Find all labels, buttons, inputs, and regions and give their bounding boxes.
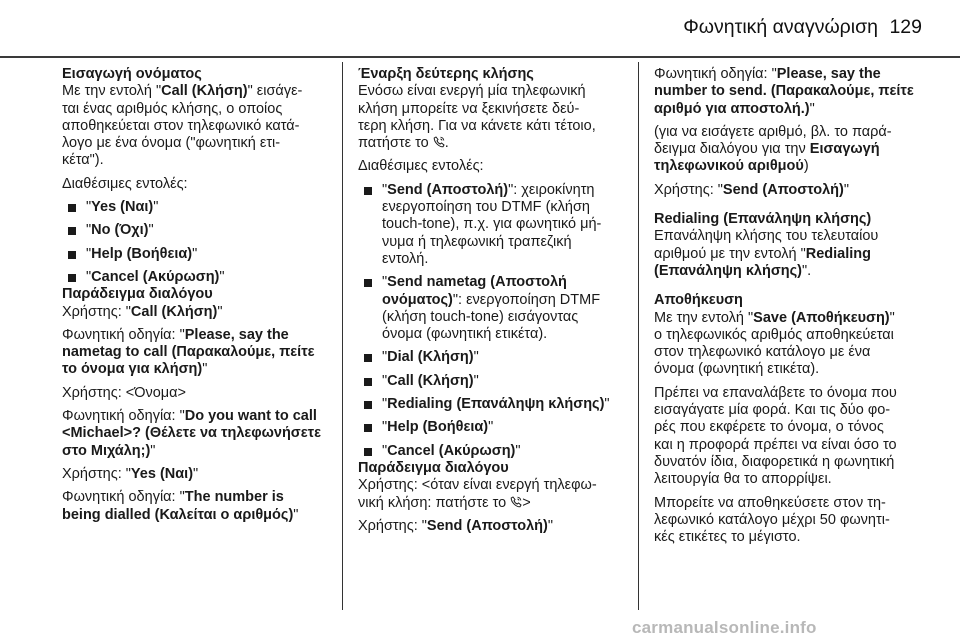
heading-name-entry: Εισαγωγή ονόματος [62,66,202,82]
paragraph: Πρέπει να επαναλάβετε το όνομα που εισαγάγατε μία φορά. Και τις δύο φο- ρές που εκφέρετε το όνομα, ο τόνος και η προφορά πρέπει να είναι όσο το δυνατόν ίδια, διαφορετικά η φωνητική λειτουργία θα το απορρίψει. [654,384,897,488]
list-item: "Help (Βοήθεια)" [62,246,330,263]
heading-save: Αποθήκευση [654,292,743,309]
page-header [0,0,960,56]
list-item: "Cancel (Ακύρωση)" [62,269,330,286]
list-item: "Dial (Κλήση)" [358,349,630,366]
dialog-line: Χρήστης: <Όνομα> [62,384,186,401]
column-3 [654,66,926,552]
dialog-line: Φωνητική οδηγία: "Please, say the nametag to call (Παρακαλούμε, πείτε το όνομα για κλήση)" [62,326,315,378]
column-2 [358,66,630,541]
paragraph: Ενόσω είναι ενεργή μία τηλεφωνική κλήση μπορείτε να ξεκινήσετε δεύ- τερη κλήση. Για να κάνετε κάτι τέτοιο, πατήστε το . [358,83,596,152]
heading-dialog-example: Παράδειγμα διαλόγου [62,286,213,303]
paragraph: Διαθέσιμες εντολές: [358,158,484,175]
command-list [358,182,630,460]
dialog-line: Φωνητική οδηγία: "Please, say the number to send. (Παρακαλούμε, πείτε αριθμό για αποστολή.)" [654,66,914,117]
list-item: "Redialing (Επανάληψη κλήσης)" [358,396,630,413]
heading-dialog-example: Παράδειγμα διαλόγου [358,459,509,476]
dialog-line: Χρήστης: "Send (Αποστολή)" [358,517,554,534]
paragraph: Μπορείτε να αποθηκεύσετε στον τη- λεφωνικό κατάλογο μέχρι 50 φωνητι- κές ετικέτες το μέγιστο. [654,494,890,546]
list-item: "Send nametag (Αποστολή ονόματος)": ενεργοποίηση DTMF (κλήση touch-tone) εισάγοντας όνομα (φωνητική ετικέτα). [358,274,630,343]
dialog-line: Χρήστης: "Call (Κλήση)" [62,303,223,320]
phone-call-icon [433,136,445,148]
paragraph: Με την εντολή "Save (Αποθήκευση)" ο τηλεφωνικός αριθμός αποθηκεύεται στον τηλεφωνικό κατάλογο με ένα όνομα (φωνητική ετικέτα). [654,309,895,378]
command-list [62,199,330,286]
page-title: Φωνητική αναγνώριση [683,16,878,38]
list-item: "Help (Βοήθεια)" [358,419,630,436]
heading-redialing: Redialing (Επανάληψη κλήσης) [654,211,872,228]
column-divider [638,62,639,610]
list-item: "Yes (Ναι)" [62,199,330,216]
dialog-line: Χρήστης: "Yes (Ναι)" [62,465,199,482]
paragraph: Με την εντολή "Call (Κλήση)" εισάγε- ται ένας αριθμός κλήσης, ο οποίος αποθηκεύεται στον τηλεφωνικό κατά- λογο με ένα όνομα ("φωνητική ετι- κέτα"). [62,83,303,169]
page-number: 129 [889,16,922,38]
dialog-line: Φωνητική οδηγία: "The number is being dialled (Καλείται ο αριθμός)" [62,489,299,523]
dialog-line: Χρήστης: <όταν είναι ενεργή τηλεφω- νική κλήση: πατήστε το > [358,477,597,511]
dialog-line: Χρήστης: "Send (Αποστολή)" [654,181,850,198]
heading-second-call: Έναρξη δεύτερης κλήσης [358,66,534,82]
dialog-line: Φωνητική οδηγία: "Do you want to call <Michael>? (Θέλετε να τηλεφωνήσετε στο Μιχάλη;)" [62,408,321,459]
list-item: "Send (Αποστολή)": χειροκίνητη ενεργοποίηση του DTMF (κλήση touch-tone), π.χ. για φωνητικό μή- νυμα ή τηλεφωνική τραπεζική εντολή. [358,182,630,268]
list-item: "Cancel (Ακύρωση)" [358,443,630,460]
header-rule [0,56,960,58]
paragraph: (για να εισάγετε αριθμό, βλ. το παρά- δειγμα διαλόγου για την Εισαγωγή τηλεφωνικού αριθμού) [654,123,892,175]
paragraph: Διαθέσιμες εντολές: [62,175,188,192]
phone-call-icon [510,496,522,508]
paragraph: Επανάληψη κλήσης του τελευταίου αριθμού με την εντολή "Redialing (Επανάληψη κλήσης)". [654,228,879,279]
list-item: "No (Όχι)" [62,222,330,239]
column-divider [342,62,343,610]
watermark-text: carmanualsonline.info [632,618,817,637]
column-1 [62,66,330,530]
list-item: "Call (Κλήση)" [358,373,630,390]
